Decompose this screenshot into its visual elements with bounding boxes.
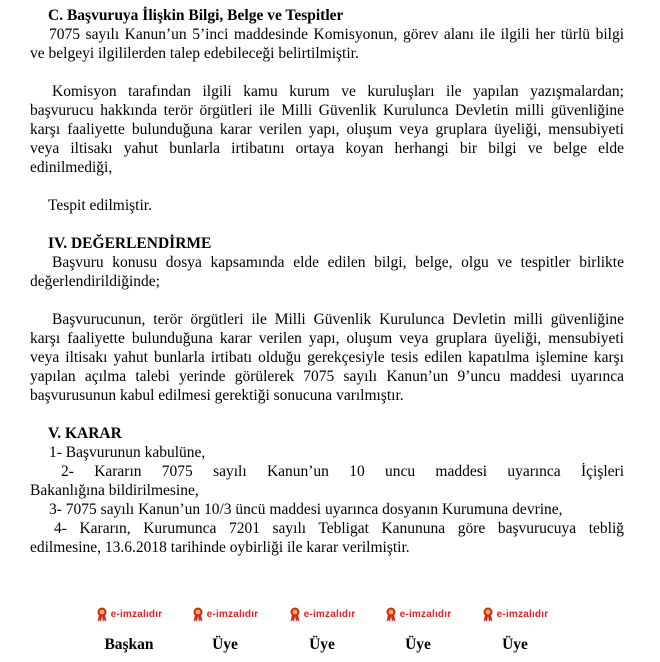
signature-block-president	[84, 606, 174, 654]
section-c-p1-line-2: ve belgeyi ilgililerden talep edebileceği belirtilmiştir.	[30, 45, 359, 62]
signature-block-member-1	[180, 606, 270, 654]
signatory-role: Başkan	[104, 636, 154, 653]
decision-item-4-line-1: 4- Kararın, Kurumunca 7201 sayılı Tebligat Kanununa göre başvurucuya tebliğ	[54, 520, 624, 537]
section-iv-p2-line-5: başvurusunun kabul edilmesi gerektiği sonucuna varılmıştır.	[30, 387, 404, 404]
signature-block-member-3	[373, 606, 463, 654]
section-c-heading: C. Başvuruya İlişkin Bilgi, Belge ve Tespitler	[48, 7, 344, 24]
e-signature-label: e-imzalıdır	[303, 608, 356, 620]
section-iv-p2-line-2: karşı faaliyette bulunduğuna karar verilen yapı, oluşum veya gruplara üyeliği, mensubiyeti	[30, 330, 624, 347]
e-signature-label: e-imzalıdır	[206, 608, 259, 620]
section-v-heading: V. KARAR	[48, 425, 122, 442]
section-iv-p1-line-1: Başvuru konusu dosya kapsamında elde edilen bilgi, belge, olgu ve tespitler birlikte	[52, 254, 624, 271]
e-signature-stamp	[277, 606, 367, 622]
rosette-icon	[482, 607, 494, 622]
section-c-p2-line-2: başvurucu hakkında terör örgütleri ile Milli Güvenlik Kurulunca Devletin milli güvenliğine	[30, 102, 624, 119]
section-iv-p2-line-4: yapılan açılma talebi yerinde görülerek 7075 sayılı Kanun’un 9’uncu maddesi uyarınca	[30, 368, 624, 385]
rosette-icon	[289, 607, 301, 622]
e-signature-stamp	[373, 606, 463, 622]
e-signature-stamp	[84, 606, 174, 622]
rosette-icon	[385, 607, 397, 622]
section-c-p2-line-1: Komisyon tarafından ilgili kamu kurum ve kuruluşları ile yapılan yazışmalardan;	[52, 83, 624, 100]
signatory-role: Üye	[309, 636, 335, 653]
section-c-p2-line-4: veya iltisakı yahut bunlarla irtibatını ortaya koyan herhangi bir bilgi ve belge elde	[30, 140, 624, 157]
section-iv-p2-line-3: veya iltisakı yahut bunlarla irtibatı olduğu gerekçesiyle tesis edilen kapatılma işlemine karşı	[30, 349, 624, 366]
e-signature-stamp	[470, 606, 560, 622]
section-c-p2-line-5: edinilmediği,	[30, 159, 113, 176]
section-c-p3: Tespit edilmiştir.	[48, 197, 152, 214]
decision-item-4-line-2: edilmesine, 13.6.2018 tarihinde oybirliği ile karar verilmiştir.	[30, 539, 410, 556]
e-signature-label: e-imzalıdır	[496, 608, 549, 620]
signatory-role: Üye	[405, 636, 431, 653]
section-c-p1-line-1: 7075 sayılı Kanun’un 5’inci maddesinde Komisyonun, görev alanı ile ilgili her türlü bilgi	[49, 26, 624, 43]
section-c-p2-line-3: karşı faaliyette bulunduğuna karar verilen yapı, oluşum veya gruplara üyeliği, mensubiyeti	[30, 121, 624, 138]
signatory-role: Üye	[212, 636, 238, 653]
signature-block-member-4	[470, 606, 560, 654]
decision-item-2-line-2: Bakanlığına bildirilmesine,	[30, 482, 199, 499]
section-iv-p2-line-1: Başvurucunun, terör örgütleri ile Milli Güvenlik Kurulunca Devletin milli güvenliğine	[52, 311, 624, 328]
rosette-icon	[192, 607, 204, 622]
e-signature-label: e-imzalıdır	[110, 608, 163, 620]
decision-item-2-line-1: 2- Kararın 7075 sayılı Kanun’un 10 uncu maddesi uyarınca İçişleri	[61, 463, 624, 480]
decision-item-1: 1- Başvurunun kabulüne,	[49, 444, 206, 461]
decision-item-3: 3- 7075 sayılı Kanun’un 10/3 üncü maddesi uyarınca dosyanın Kurumuna devrine,	[49, 501, 563, 518]
signature-block-member-2	[277, 606, 367, 654]
e-signature-stamp	[180, 606, 270, 622]
rosette-icon	[96, 607, 108, 622]
section-iv-heading: IV. DEĞERLENDİRME	[48, 235, 212, 252]
e-signature-label: e-imzalıdır	[399, 608, 452, 620]
section-iv-p1-line-2: değerlendirildiğinde;	[30, 273, 160, 290]
signatory-role: Üye	[502, 636, 528, 653]
